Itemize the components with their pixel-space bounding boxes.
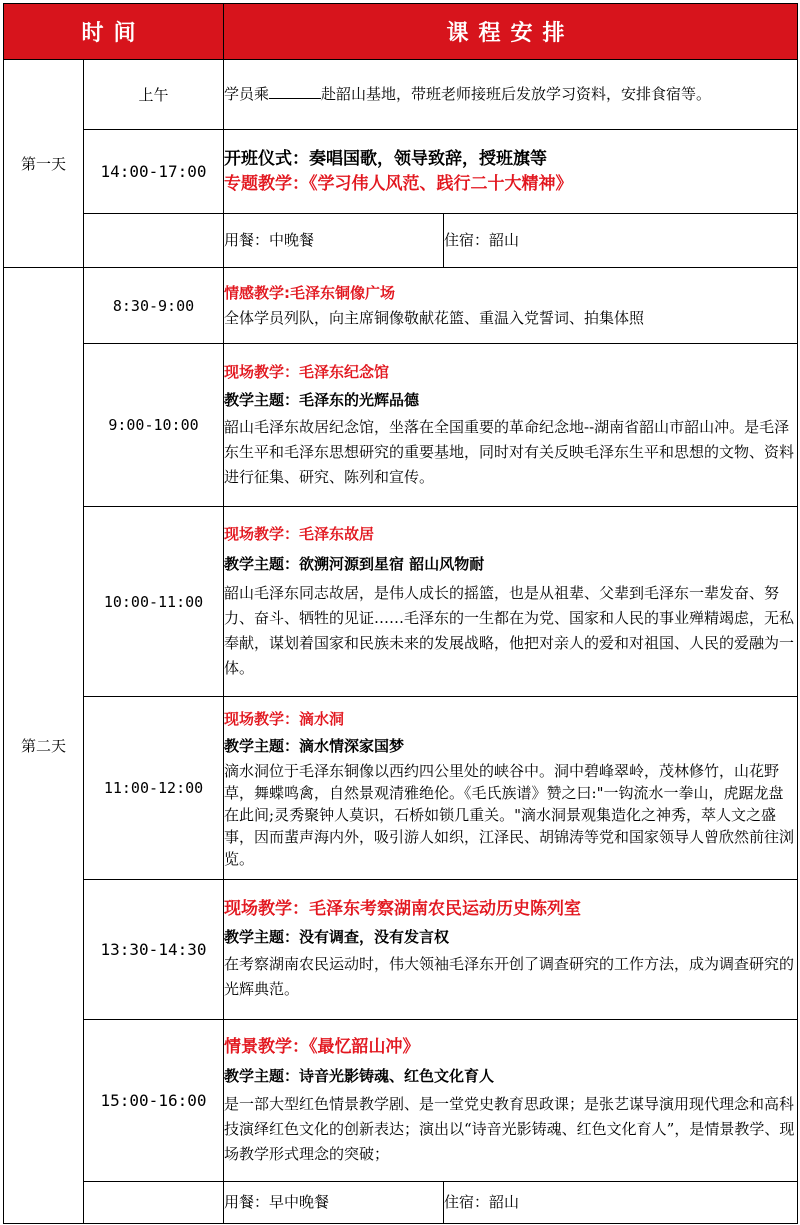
day2-meal: 用餐：早中晚餐	[224, 1182, 444, 1224]
session-text: 韶山毛泽东同志故居，是伟人成长的摇篮，也是从祖辈、父辈到毛泽东一辈发奋、努力、奋斗、牺牲的见证……毛泽东的一生都在为党、国家和人民的事业殚精竭虑，无私奉献，谋划着国家和民族未来的发展战略，他把对亲人的爱和对祖国、人民的爱融为一体。	[224, 584, 795, 677]
day1-afternoon-time: 14:00-17:00	[84, 130, 224, 214]
blank-underline	[269, 84, 321, 99]
session-time: 10:00-11:00	[84, 507, 224, 697]
header-time: 时间	[4, 4, 224, 60]
session-content	[224, 344, 798, 507]
day1-morning-text-after: 赴韶山基地，带班老师接班后发放学习资料，安排食宿等。	[321, 85, 712, 103]
session-time: 13:30-14:30	[84, 880, 224, 1020]
session-text: 在考察湖南农民运动时，伟大领袖毛泽东开创了调查研究的工作方法，成为调查研究的光辉典范。	[224, 955, 795, 998]
day1-label: 第一天	[4, 60, 84, 268]
session-text: 是一部大型红色情景教学剧、是一堂党史教育思政课；是张艺谋导演用现代理念和高科技演绎红色文化的创新表达；演出以“诗音光影铸魂、红色文化育人”，是情景教学、现场教学形式理念的突破；	[224, 1094, 795, 1163]
day1-meal: 用餐：中晚餐	[224, 214, 444, 268]
session-theme: 教学主题：毛泽东的光辉品德	[224, 391, 420, 409]
session-theme: 教学主题：滴水情深家国梦	[224, 736, 405, 755]
session-title: 现场教学：滴水洞	[224, 709, 345, 728]
header-schedule: 课程安排	[224, 4, 798, 60]
day1-blank-time	[84, 214, 224, 268]
session-theme: 教学主题：欲溯河源到星宿 韶山风物耐	[224, 555, 485, 573]
schedule-table	[3, 3, 798, 1224]
session-text: 全体学员列队，向主席铜像敬献花篮、重温入党誓词、拍集体照	[224, 308, 645, 327]
session-content	[224, 1020, 798, 1182]
session-content	[224, 268, 798, 344]
day1-afternoon-content	[224, 130, 798, 214]
session-text: 滴水洞位于毛泽东铜像以西约四公里处的峡谷中。洞中碧峰翠岭，茂林修竹，山花野草，舞蝶鸣禽，自然景观清雅绝伦。《毛氏族谱》赞之曰:"一钩流水一拳山，虎踞龙盘在此间;灵秀聚钟人莫识，石桥如锁几重关。"滴水洞景观集造化之神秀，萃人文之盛事，因而蜚声海内外，吸引游人如织，江泽民、胡锦涛等党和国家领导人曾欣然前往浏览。	[224, 761, 795, 868]
session-time: 11:00-12:00	[84, 697, 224, 880]
session-title: 现场教学：毛泽东故居	[224, 525, 375, 543]
session-time: 15:00-16:00	[84, 1020, 224, 1182]
day1-opening-ceremony: 开班仪式：奏唱国歌，领导致辞，授班旗等	[224, 148, 548, 169]
session-title: 情景教学：《最忆韶山冲》	[224, 1036, 420, 1057]
session-title: 情感教学:毛泽东铜像广场	[224, 283, 396, 302]
day1-morning-text-before: 学员乘	[224, 85, 270, 103]
day2-label: 第二天	[4, 268, 84, 1224]
day1-topic-teaching: 专题教学：《学习伟人风范、践行二十大精神》	[224, 173, 573, 194]
session-content	[224, 507, 798, 697]
session-theme: 教学主题：没有调查，没有发言权	[224, 928, 450, 946]
day1-morning-time: 上午	[84, 60, 224, 130]
session-content	[224, 880, 798, 1020]
session-title: 现场教学：毛泽东纪念馆	[224, 363, 390, 381]
session-content	[224, 697, 798, 880]
day1-lodging: 住宿：韶山	[444, 214, 798, 268]
day2-lodging: 住宿：韶山	[444, 1182, 798, 1224]
session-time: 8:30-9:00	[84, 268, 224, 344]
day2-blank-time	[84, 1182, 224, 1224]
session-text: 韶山毛泽东故居纪念馆，坐落在全国重要的革命纪念地--湖南省韶山市韶山冲。是毛泽东生平和毛泽东思想研究的重要基地，同时对有关反映毛泽东生平和思想的文物、资料进行征集、研究、陈列和宣传。	[224, 418, 795, 486]
session-title: 现场教学：毛泽东考察湖南农民运动历史陈列室	[224, 899, 582, 919]
day1-morning-content	[224, 60, 798, 130]
session-theme: 教学主题：诗音光影铸魂、红色文化育人	[224, 1066, 495, 1085]
session-time: 9:00-10:00	[84, 344, 224, 507]
